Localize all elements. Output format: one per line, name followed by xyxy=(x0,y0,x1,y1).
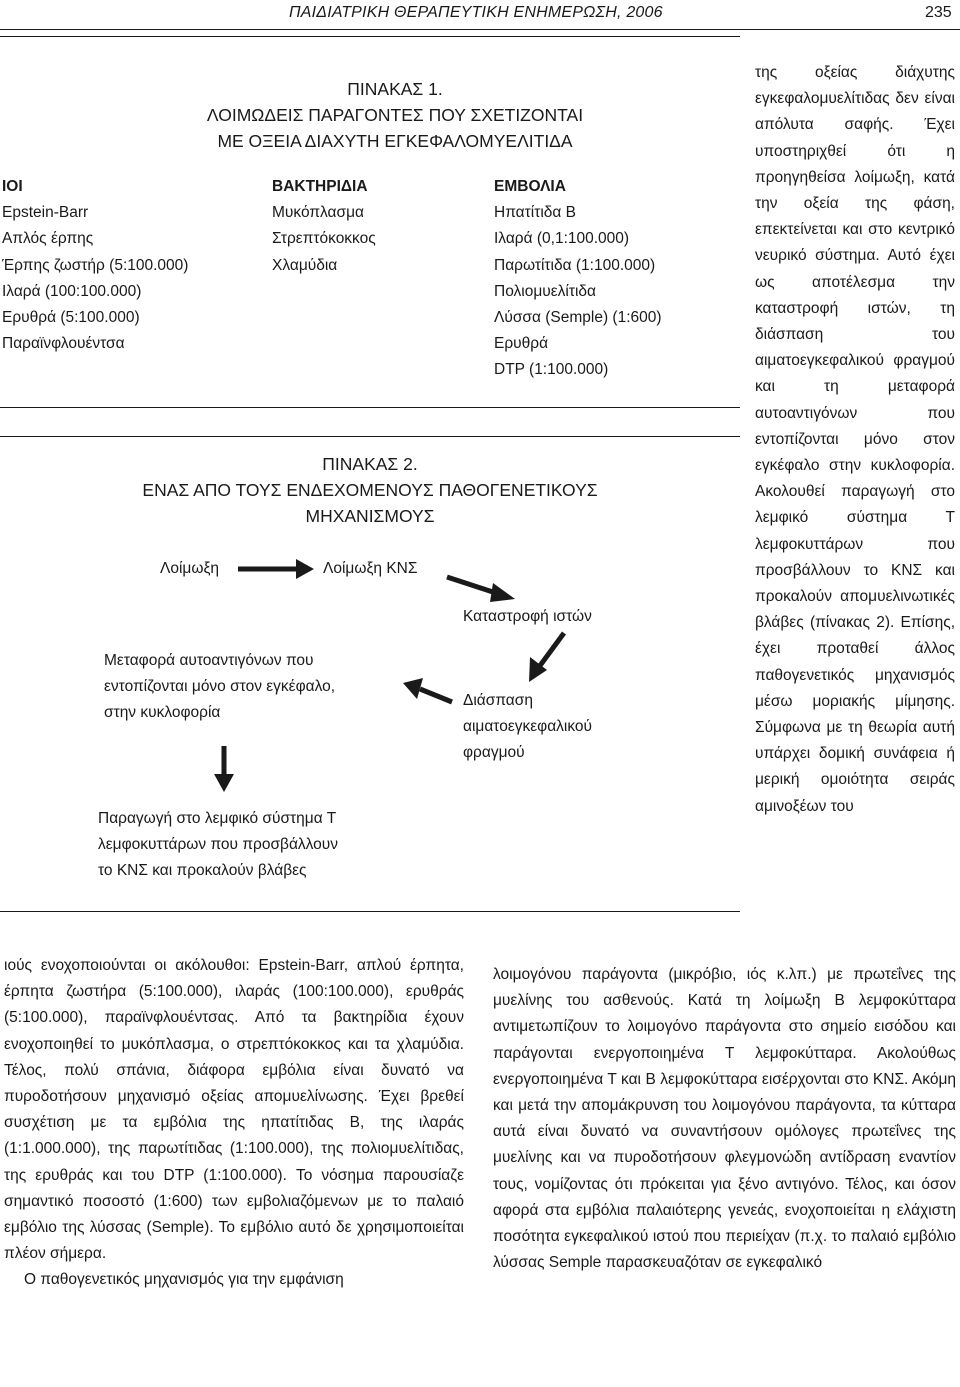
arrow-diagonal-down-right-icon xyxy=(447,577,515,602)
table2-heading xyxy=(0,451,740,529)
journal-title: ΠΑΙΔΙΑΤΡΙΚΗ ΘΕΡΑΠΕΥΤΙΚΗ ΕΝΗΜΕΡΩΣΗ, 2006 xyxy=(289,4,663,21)
list-item: Μυκόπλασμα xyxy=(272,204,364,222)
table1-subtitle-line2: ΜΕ ΟΞΕΙΑ ΔΙΑΧΥΤΗ ΕΓΚΕΦΑΛΟΜΥΕΛΙΤΙΔΑ xyxy=(217,131,573,151)
node-line: στην κυκλοφορία xyxy=(104,704,221,721)
table1-column-vaccines xyxy=(494,174,662,384)
list-item: Ερυθρά xyxy=(494,335,549,353)
list-item: Λύσσα (Semple) (1:600) xyxy=(494,309,662,327)
table1-subtitle-line1: ΛΟΙΜΩΔΕΙΣ ΠΑΡΑΓΟΝΤΕΣ ΠΟΥ ΣΧΕΤΙΖΟΝΤΑΙ xyxy=(206,105,584,125)
left-column-text xyxy=(4,953,464,1294)
node-cns-infection: Λοίμωξη ΚΝΣ xyxy=(323,560,418,577)
list-item: Epstein-Barr xyxy=(2,204,89,222)
list-item: Στρεπτόκοκκος xyxy=(272,230,376,248)
table2-bottom-rule xyxy=(0,911,740,912)
list-item: Παρωτίτιδα (1:100.000) xyxy=(494,256,656,274)
paragraph: Ο παθογενετικός μηχανισμός για την εμφάνιση xyxy=(24,1271,344,1289)
node-line: εντοπίζονται μόνο στον εγκέφαλο, xyxy=(104,678,336,695)
table1-heading xyxy=(110,76,680,154)
table1-column-bacteria xyxy=(272,174,376,279)
node-autoantigen-transport xyxy=(104,648,335,726)
node-line: λεμφοκυττάρων που προσβάλλουν xyxy=(98,836,339,853)
table1-top-rule xyxy=(0,36,740,37)
node-line: φραγμού xyxy=(463,744,525,761)
table2-subtitle-line1: ΕΝΑΣ ΑΠΟ ΤΟΥΣ ΕΝΔΕΧΟΜΕΝΟΥΣ ΠΑΘΟΓΕΝΕΤΙΚΟΥΣ xyxy=(142,480,598,500)
header-rule xyxy=(0,29,960,30)
arrow-down-icon xyxy=(214,746,234,792)
node-bbb-disruption xyxy=(463,688,592,766)
table1-column-viruses xyxy=(2,174,188,357)
node-line: Μεταφορά αυτοαντιγόνων που xyxy=(104,652,314,669)
node-line: Παραγωγή στο λεμφικό σύστημα Τ xyxy=(98,810,337,827)
list-item: Παραϊνφλουέντσα xyxy=(2,335,125,353)
right-column-top-text: της οξείας διάχυτης εγκεφαλομυελίτιδας δεν είναι απόλυτα σαφής. Έχει υποστηριχθεί ότι η προηγηθείσα λοίμωξη, κατά την οξεία της φάση, επεκτείνεται και στο κεντρικό νευρικό σύστημα. Αυτό έχει ως αποτέλεσμα την καταστροφή ιστών, τη διάσπαση του αιματοεγκεφαλικού φραγμού και τη μεταφορά αυτοαντιγόνων που εντοπίζονται μόνο στον εγκέφαλο στην κυκλοφορία. Ακολουθεί παραγωγή στο λεμφικό σύστημα Τ λεμφοκυττάρων που προσβάλλουν το ΚΝΣ και προκαλούν απομυελινωτικές βλάβες (πίνακας 2). Επίσης, έχει προταθεί άλλος παθογενετικός μηχανισμός μέσω μοριακής μίμησης. Σύμφωνα με τη θεωρία αυτή υπάρχει δομική συνάφεια ή μερική ομοιότητα σειράς αμινοξέων του xyxy=(755,64,955,815)
paragraph: ιούς ενοχοποιούνται οι ακόλουθοι: Epstein-Barr, απλού έρπητα, έρπητα ζωστήρα (5:100.000), ιλαράς (100:100.000), ερυθράς (5:100.000), παραϊνφλουέντσας. Από τα βακτηρίδια έχουν ενοχοποιηθεί το μυκόπλασμα, ο στρεπτόκοκκος και τα χλαμύδια. Τέλος, πολύ σπάνια, διάφορα εμβόλια είναι δυνατό να πυροδοτήσουν μηχανισμό οξείας απομυελίνωσης. Έχει βρεθεί συσχέτιση με τα εμβόλια της ηπατίτιδας Β, της ιλαράς (1:1.000.000), της παρωτίτιδας (1:100.000), της πολιομυελίτιδας, της ερυθράς και του DTP (1:100.000). Το νόσημα παρουσίαζε σημαντικό ποσοστό (1:600) των εμβολιαζόμενων με το παλαιό εμβόλιο της λύσσας (Semple). Το εμβόλιο αυτό δε χρησιμοποιείται πλέον σήμερα. xyxy=(4,957,464,1263)
list-item: DTP (1:100.000) xyxy=(494,361,609,379)
table1-bottom-rule xyxy=(0,407,740,408)
node-line: το ΚΝΣ και προκαλούν βλάβες xyxy=(98,862,307,879)
list-item: Απλός έρπης xyxy=(2,230,94,248)
list-item: Ερυθρά (5:100.000) xyxy=(2,309,140,327)
arrow-diagonal-down-left-icon xyxy=(529,633,564,682)
column-heading: ΒΑΚΤΗΡΙΔΙΑ xyxy=(272,178,368,195)
list-item: Ιλαρά (100:100.000) xyxy=(2,282,142,300)
list-item: Πολιομυελίτιδα xyxy=(494,282,596,300)
node-t-cell-production xyxy=(98,806,338,884)
table1-title: ΠΙΝΑΚΑΣ 1. xyxy=(347,79,443,99)
right-column-bottom-text: λοιμογόνου παράγοντα (μικρόβιο, ιός κ.λπ.) με πρωτεΐνες της μυελίνης του ασθενούς. Κατά τη λοίμωξη Β λεμφοκύτταρα αντιμετωπίζουν το λοιμογόνο παράγοντα στο σημείο εισόδου και παράγονται ενεργοποιημένα Τ λεμφοκύτταρα. Ακολούθως ενεργοποιημένα Τ και Β λεμφοκύτταρα εισέρχονται στο ΚΝΣ. Ακόμη και μετά την απομάκρυνση του λοιμογόνου παράγοντα, τα κύτταρα αυτά είναι δυνατό να συναντήσουν ομόλογες πρωτεΐνες της μυελίνης και να πυροδοτήσουν φλεγμονώδη αντίδραση εναντίον τους, νομίζοντας ότι πρόκειται για ξένο αντιγόνο. Τέλος, και όσον αφορά στα εμβόλια παλαιότερης γενεάς, ενοχοποιείται η ελάχιστη ποσότητα εγκεφαλικού ιστού που περιείχαν (π.χ. το παλαιό εμβόλιο λύσσας Semple παρασκευαζόταν σε εγκεφαλικό xyxy=(493,966,956,1272)
list-item: Ιλαρά (0,1:100.000) xyxy=(494,230,630,248)
arrow-right-icon xyxy=(238,559,314,579)
node-line: αιματοεγκεφαλικού xyxy=(463,718,593,735)
table2-title: ΠΙΝΑΚΑΣ 2. xyxy=(322,454,418,474)
column-heading: ΕΜΒΟΛΙΑ xyxy=(494,178,566,195)
column-heading: ΙΟΙ xyxy=(2,178,23,195)
list-item: Ηπατίτιδα Β xyxy=(494,204,576,222)
table2-subtitle-line2: ΜΗΧΑΝΙΣΜΟΥΣ xyxy=(305,506,435,526)
page-number: 235 xyxy=(925,4,952,21)
running-head xyxy=(0,2,960,26)
list-item: Έρπης ζωστήρ (5:100.000) xyxy=(2,256,189,274)
list-item: Χλαμύδια xyxy=(272,256,338,274)
arrow-diagonal-up-left-icon xyxy=(403,678,452,702)
node-tissue-destruction: Καταστροφή ιστών xyxy=(463,608,592,625)
table2-top-rule xyxy=(0,436,740,437)
node-infection: Λοίμωξη xyxy=(160,560,220,577)
node-line: Διάσπαση xyxy=(463,692,533,709)
